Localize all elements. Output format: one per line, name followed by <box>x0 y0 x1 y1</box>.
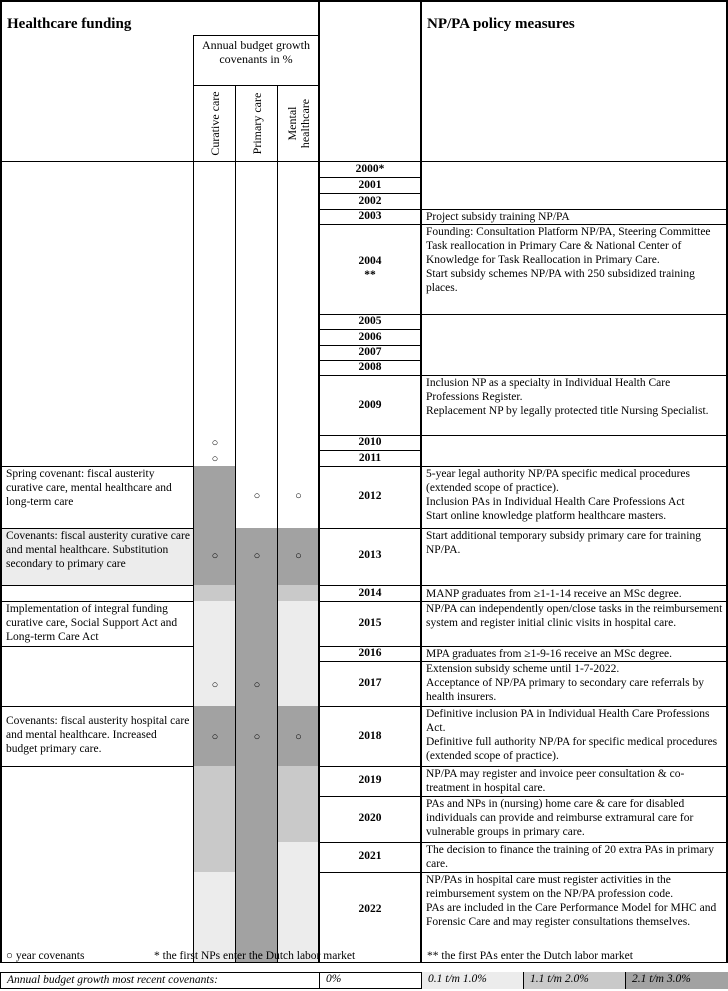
covenant-marker-icon: ○ <box>253 490 261 502</box>
year-label: 2011 <box>358 452 382 464</box>
funding-entry: Implementation of integral funding curative care, Social Support Act and Long-term Care Act <box>6 603 178 643</box>
legend-covenant: ○ year covenants <box>6 950 85 962</box>
year-label: 2003 <box>358 210 382 222</box>
year-label: 2002 <box>358 195 382 207</box>
policy-entry: MPA graduates from ≥1-9-16 receive an MSc degree. <box>426 648 673 660</box>
year-label: 2007 <box>358 346 382 358</box>
year-label: 2022 <box>358 903 382 915</box>
covenant-marker-icon: ○ <box>295 731 302 743</box>
year-label: 2001 <box>358 179 382 191</box>
covenant-marker-icon: ○ <box>211 731 219 743</box>
year-label: 2018 <box>358 730 382 742</box>
policy-entry: Start additional temporary subsidy primary care for training NP/PA. <box>426 530 701 556</box>
policy-entry: PAs and NPs in (nursing) home care & care for disabled individuals can provide and reimburse extramural care for vulnerable groups in primary care. <box>426 798 694 838</box>
year-label: 2006 <box>358 331 382 343</box>
year-label: 2005 <box>358 315 382 327</box>
col-mental-label: Mental healthcare <box>284 98 312 149</box>
policy-entry: NP/PA can independently open/close tasks in the reimbursement system and register initial clinic visits in hospital care. <box>426 603 723 629</box>
covenant-marker-icon: ○ <box>295 490 302 502</box>
legend-first-nps: * the first NPs enter the Dutch labor market <box>154 950 356 962</box>
covenant-marker-icon: ○ <box>211 453 219 465</box>
year-label: 2021 <box>358 850 382 862</box>
covenant-marker-icon: ○ <box>211 679 219 691</box>
covenant-marker-icon: ○ <box>211 437 219 449</box>
covenant-marker-icon: ○ <box>253 679 261 691</box>
funding-entry: Covenants: fiscal austerity curative care and mental healthcare. Substitution secondary to primary care <box>6 530 190 570</box>
year-label: 2020 <box>358 812 382 824</box>
policy-entry: MANP graduates from ≥1-1-14 receive an MSc degree. <box>426 588 682 600</box>
budget-scale-legend <box>0 972 728 989</box>
col-primary-label: Primary care <box>249 92 264 155</box>
policy-entry: Extension subsidy scheme until 1-7-2022. Acceptance of NP/PA primary to secondary care referrals by health insurers. <box>426 663 705 703</box>
covenant-marker-icon: ○ <box>253 731 261 743</box>
funding-entry: Spring covenant: fiscal austerity curative care, mental healthcare and long-term care <box>6 468 172 508</box>
funding-entry: Covenants: fiscal austerity hospital care and mental healthcare. Increased budget primary care. <box>6 715 190 755</box>
year-label: 2004 <box>358 255 382 267</box>
year-label: 2012 <box>358 490 382 502</box>
policy-entry: 5-year legal authority NP/PA specific medical procedures (extended scope of practice). Inclusion PAs in Individual Health Care Professions Act Start online knowledge platform healthcare masters. <box>426 468 690 522</box>
year-label: 2013 <box>358 549 382 561</box>
year-label: 2008 <box>358 361 382 373</box>
budget-growth-title: Annual budget growth covenants in % <box>202 38 310 66</box>
scale-swatch-0: 0% <box>319 972 421 989</box>
scale-swatch-2: 1.1 t/m 2.0% <box>523 972 625 989</box>
policy-entry: NP/PAs in hospital care must register activities in the reimbursement system on the NP/PA profession code. PAs are included in the Care Performance Model for MHC and Forensic Care and may register consultations themselves. <box>426 874 717 928</box>
policy-entry: Project subsidy training NP/PA <box>426 211 570 223</box>
year-label: 2017 <box>358 677 382 689</box>
covenant-marker-icon: ○ <box>253 550 261 562</box>
scale-label: Annual budget growth most recent covenants: <box>7 974 218 986</box>
year-label: 2000* <box>355 163 385 175</box>
policy-measures-title: NP/PA policy measures <box>427 16 575 32</box>
policy-entry: NP/PA may register and invoice peer consultation & co-treatment in hospital care. <box>426 768 685 794</box>
col-curative-label: Curative care <box>207 91 222 156</box>
policy-entry: Inclusion NP as a specialty in Individual Health Care Professions Register. Replacement NP by legally protected title Nursing Specialist. <box>426 377 709 417</box>
year-label: 2014 <box>358 587 382 599</box>
scale-swatch-1: 0.1 t/m 1.0% <box>421 972 523 989</box>
scale-swatch-3: 2.1 t/m 3.0% <box>625 972 728 989</box>
covenant-marker-icon: ○ <box>211 550 219 562</box>
year-label: 2019 <box>358 774 382 786</box>
covenant-marker-icon: ○ <box>295 550 302 562</box>
year-label: 2015 <box>358 617 382 629</box>
year-label: 2009 <box>358 399 382 411</box>
policy-entry: Founding: Consultation Platform NP/PA, Steering Committee Task reallocation in Primary Care & National Center of Knowledge for Task Reallocation in Primary Care. Start subsidy schemes NP/PA with 250 subsidized training places. <box>426 226 711 294</box>
col-mental-header <box>278 86 319 161</box>
year-label: 2016 <box>358 647 382 659</box>
healthcare-funding-title: Healthcare funding <box>7 16 132 32</box>
policy-entry: The decision to finance the training of 20 extra PAs in primary care. <box>426 844 714 870</box>
year-note: ** <box>364 269 376 281</box>
year-label: 2010 <box>358 436 382 448</box>
col-curative-header <box>194 86 236 161</box>
col-primary-header <box>236 86 278 161</box>
legend-first-pas: ** the first PAs enter the Dutch labor market <box>427 950 633 962</box>
policy-entry: Definitive inclusion PA in Individual Health Care Professions Act. Definitive full authority NP/PA for specific medical procedures (extended scope of practice). <box>426 708 718 762</box>
